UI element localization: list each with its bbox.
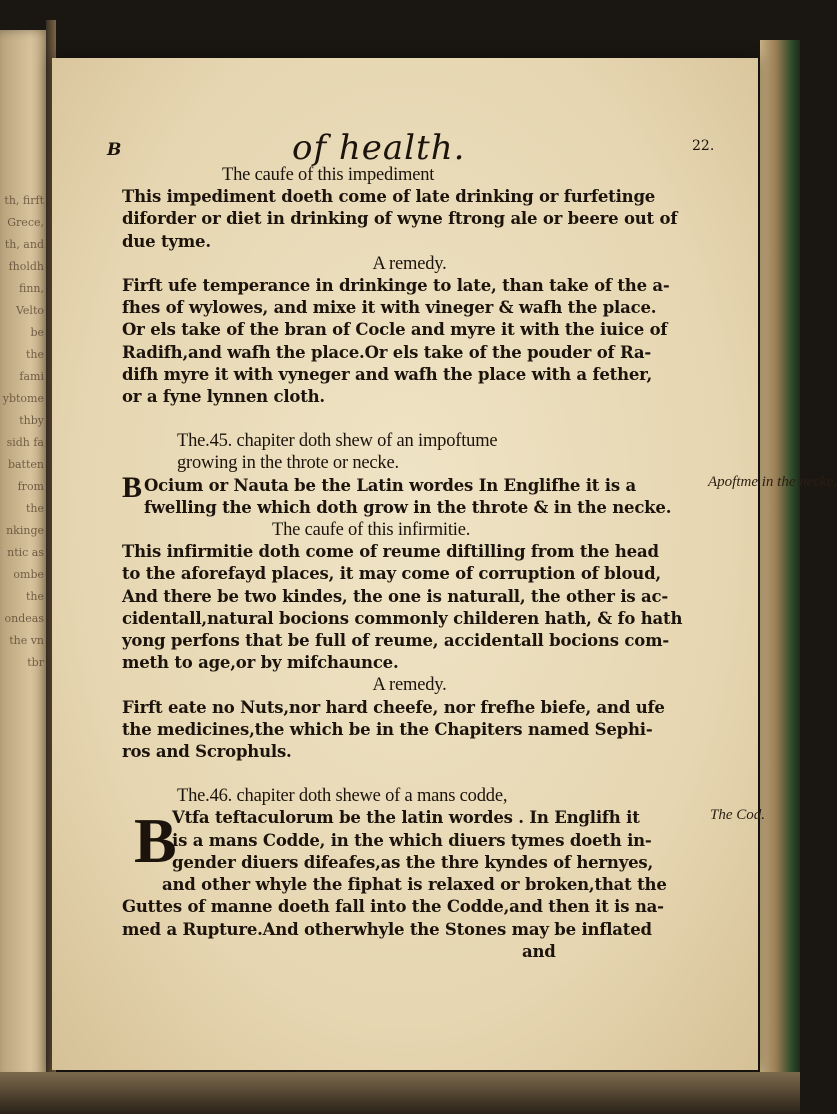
chapter-heading: The.46. chapiter doth shewe of a mans codde,	[177, 786, 508, 807]
facing-page-fragment: th, and	[4, 238, 44, 251]
facing-page-edge	[0, 30, 50, 1080]
chapter-heading: The.45. chapiter doth shew of an impoftume	[177, 431, 498, 452]
page-number: 22.	[692, 138, 715, 154]
chapter-heading: growing in the throte or necke.	[177, 453, 399, 474]
facing-page-fragment: ntic as	[7, 546, 44, 559]
text-line: the medicines,the which be in the Chapiters named Sephi-	[122, 719, 653, 739]
subheading: The caufe of this infirmitie.	[272, 520, 471, 541]
book-page	[52, 58, 837, 1070]
text-line: Firft ufe temperance in drinkinge to late, than take of the a-	[122, 276, 670, 296]
facing-page-text	[0, 190, 44, 674]
facing-page-fragment: thby	[19, 414, 44, 427]
facing-page-fragment: sidh fa	[6, 436, 44, 449]
facing-page-fragment: batten	[7, 458, 44, 471]
facing-page-fragment: from the	[17, 480, 44, 515]
section-heading: The caufe of this impediment	[222, 165, 435, 185]
facing-page-fragment: the fami	[19, 348, 44, 383]
text-line: med a Rupture.And otherwhyle the Stones may be inflated	[122, 919, 652, 939]
text-line: and other whyle the fiphat is relaxed or broken,that the	[162, 875, 667, 895]
facing-page-fragment: nkinge	[6, 524, 44, 537]
drop-cap: B	[122, 470, 143, 504]
text-line: Guttes of manne doeth fall into the Codde,and then it is na-	[122, 897, 664, 917]
facing-page-fragment: ombe the	[13, 568, 44, 603]
text-line: This infirmitie doth come of reume diftilling from the head	[122, 542, 659, 562]
section-chapter-46	[122, 785, 766, 963]
drop-cap-block	[122, 470, 697, 519]
text-line: meth to age,or by mifchaunce.	[122, 653, 399, 673]
text-line: diforder or diet in drinking of wyne ftrong ale or beere out of	[122, 209, 678, 229]
subheading: A remedy.	[372, 675, 447, 696]
text-line: difh myre it with vyneger and wafh the place with a fether,	[122, 364, 653, 384]
text-line: Vtfa teftaculorum be the latin wordes . In Englifh it	[172, 808, 640, 828]
page-header	[52, 128, 758, 168]
text-line: yong perfons that be full of reume, accidentall bocions com-	[122, 631, 669, 651]
facing-page-fragment: ybtome	[2, 392, 44, 405]
facing-page-fragment: fholdh	[8, 260, 44, 273]
text-line: Or els take of the bran of Cocle and myre it with the iuice of	[122, 320, 668, 340]
text-line: to the aforefayd places, it may come of corruption of bloud,	[122, 564, 661, 584]
text-line: Firft eate no Nuts,nor hard cheefe, nor frefhe biefe, and ufe	[122, 697, 665, 717]
text-line: gender diuers difeafes,as the thre kyndes of hernyes,	[172, 852, 654, 872]
facing-page-fragment: Grece,	[7, 216, 44, 229]
marginal-note: The Cod.	[710, 807, 766, 824]
page-body	[122, 164, 837, 963]
facing-page-fragment: ondeas	[4, 612, 44, 625]
text-line: due tyme.	[122, 231, 211, 251]
facing-page-fragment: the vn	[9, 634, 44, 647]
text-line: Ocium or Nauta be the Latin wordes In Englifhe it is a	[144, 475, 636, 495]
text-line: And there be two kindes, the one is naturall, the other is ac-	[122, 586, 669, 606]
running-title: of health.	[292, 128, 466, 168]
facing-page-fragment: Velto be	[15, 304, 44, 339]
signature-mark: B	[107, 140, 122, 160]
subheading: A remedy.	[372, 253, 447, 274]
text-line: fhes of wylowes, and mixe it with vineger & wafh the place.	[122, 298, 657, 318]
catchword: and	[522, 941, 556, 961]
facing-page-fragment: finn,	[18, 282, 44, 295]
text-line: or a fyne lynnen cloth.	[122, 387, 325, 407]
drop-cap-block	[122, 805, 697, 877]
book-bottom-edge	[0, 1072, 800, 1114]
marginal-note: Apoftme in the necke.	[708, 474, 837, 491]
text-line: Radifh,and wafh the place.Or els take of the pouder of Ra-	[122, 342, 651, 362]
section-chapter-45	[122, 430, 837, 763]
page-edges	[760, 40, 800, 1080]
facing-page-fragment: th, firft	[4, 194, 44, 207]
text-line: fwelling the which doth grow in the throte & in the necke.	[144, 497, 672, 517]
text-line: ros and Scrophuls.	[122, 742, 292, 762]
facing-page-fragment: tbr	[27, 656, 44, 669]
section-impediment	[122, 164, 697, 408]
text-line: This impediment doeth come of late drinking or furfetinge	[122, 187, 656, 207]
text-line: cidentall,natural bocions commonly childeren hath, & fo hath	[122, 608, 683, 628]
drop-cap: B	[134, 805, 177, 877]
text-line: is a mans Codde, in the which diuers tymes doeth in-	[172, 830, 652, 850]
